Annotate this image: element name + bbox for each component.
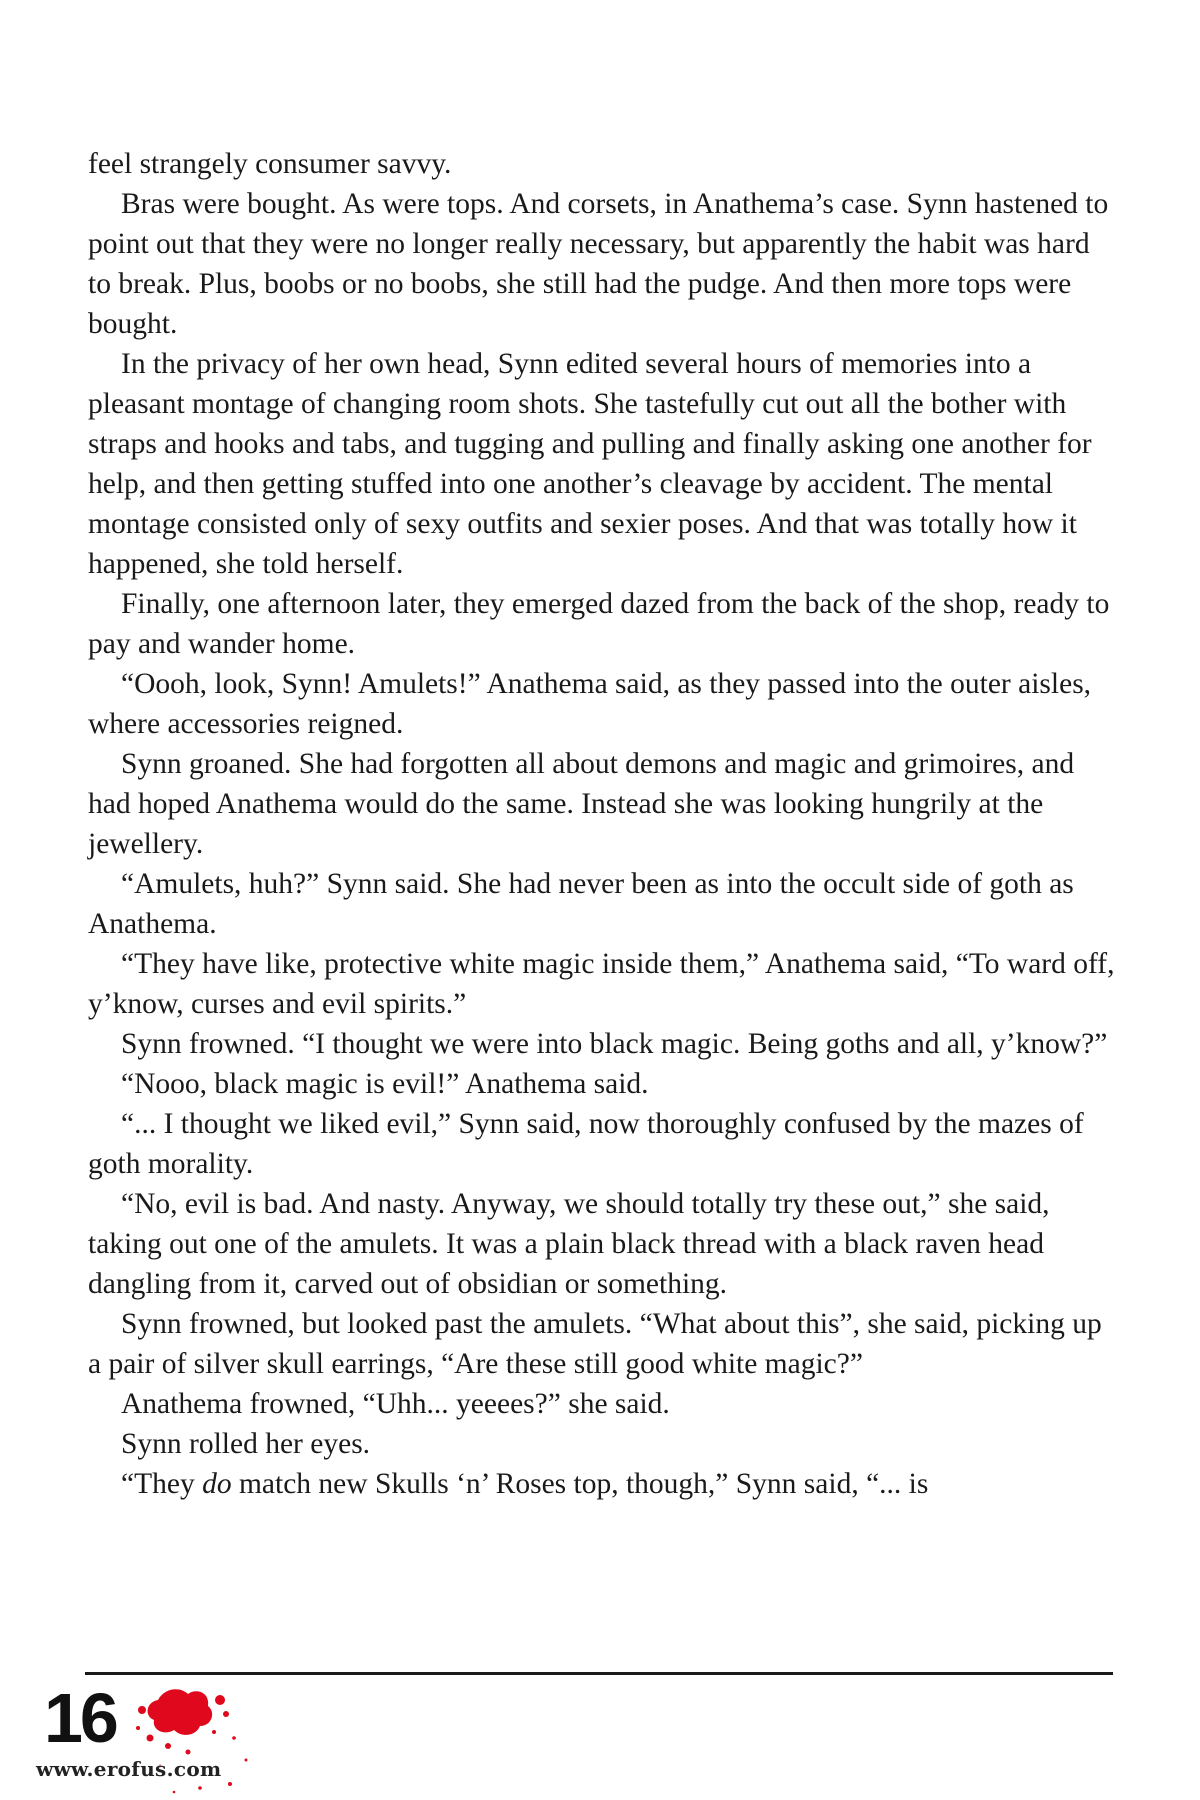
- paragraph: Bras were bought. As were tops. And corsets, in Anathema’s case. Synn hastened to point out that they were no longer really necessary, but apparently the habit was hard to break. Plus, boobs or no boobs, she still had the pudge. And then more tops were bought.: [88, 188, 1109, 340]
- paragraph-segment: match new Skulls ‘n’ Roses top, though,” Synn said, “... is: [231, 1468, 929, 1500]
- paragraph: Synn frowned, but looked past the amulets. “What about this”, she said, picking up a pair of silver skull earrings, “Are these still good white magic?”: [88, 1308, 1102, 1380]
- watermark: www.erofus.com: [36, 1757, 222, 1781]
- paragraph-segment: “They: [121, 1468, 203, 1500]
- paragraph-last: [88, 1464, 1118, 1504]
- paragraph: “They have like, protective white magic inside them,” Anathema said, “To ward off, y’know, curses and evil spirits.”: [88, 948, 1115, 1020]
- paragraph: Synn groaned. She had forgotten all about demons and magic and grimoires, and had hoped Anathema would do the same. Instead she was looking hungrily at the jewellery.: [88, 748, 1075, 860]
- paragraph: “Oooh, look, Synn! Amulets!” Anathema said, as they passed into the outer aisles, where accessories reigned.: [88, 668, 1092, 740]
- paragraph: “Amulets, huh?” Synn said. She had never been as into the occult side of goth as Anathema.: [88, 868, 1074, 940]
- paragraph: Anathema frowned, “Uhh... yeeees?” she said.: [121, 1388, 670, 1420]
- paragraph: “Nooo, black magic is evil!” Anathema said.: [121, 1068, 649, 1100]
- paragraph: Synn rolled her eyes.: [121, 1428, 371, 1460]
- paragraph: “... I thought we liked evil,” Synn said, now thoroughly confused by the mazes of goth morality.: [88, 1108, 1084, 1180]
- paragraph: Finally, one afternoon later, they emerged dazed from the back of the shop, ready to pay and wander home.: [88, 588, 1110, 660]
- paragraph: feel strangely consumer savvy.: [88, 148, 452, 180]
- paragraph: “No, evil is bad. And nasty. Anyway, we should totally try these out,” she said, taking out one of the amulets. It was a plain black thread with a black raven head dangling from it, carved out of obsidian or something.: [88, 1188, 1050, 1300]
- blood-splatter-icon: [130, 1680, 280, 1800]
- emphasis-text: do: [202, 1468, 232, 1500]
- body-text: [88, 144, 1118, 1504]
- paragraph: In the privacy of her own head, Synn edited several hours of memories into a pleasant montage of changing room shots. She tastefully cut out all the bother with straps and hooks and tabs, and tugging and pulling and finally asking one another for help, and then getting stuffed into one another’s cleavage by accident. The mental montage consisted only of sexy outfits and sexier poses. And that was totally how it happened, she told herself.: [88, 348, 1092, 580]
- paragraph: Synn frowned. “I thought we were into black magic. Being goths and all, y’know?”: [121, 1028, 1108, 1060]
- footer-rule: [85, 1672, 1113, 1675]
- page-number: 16: [44, 1679, 116, 1757]
